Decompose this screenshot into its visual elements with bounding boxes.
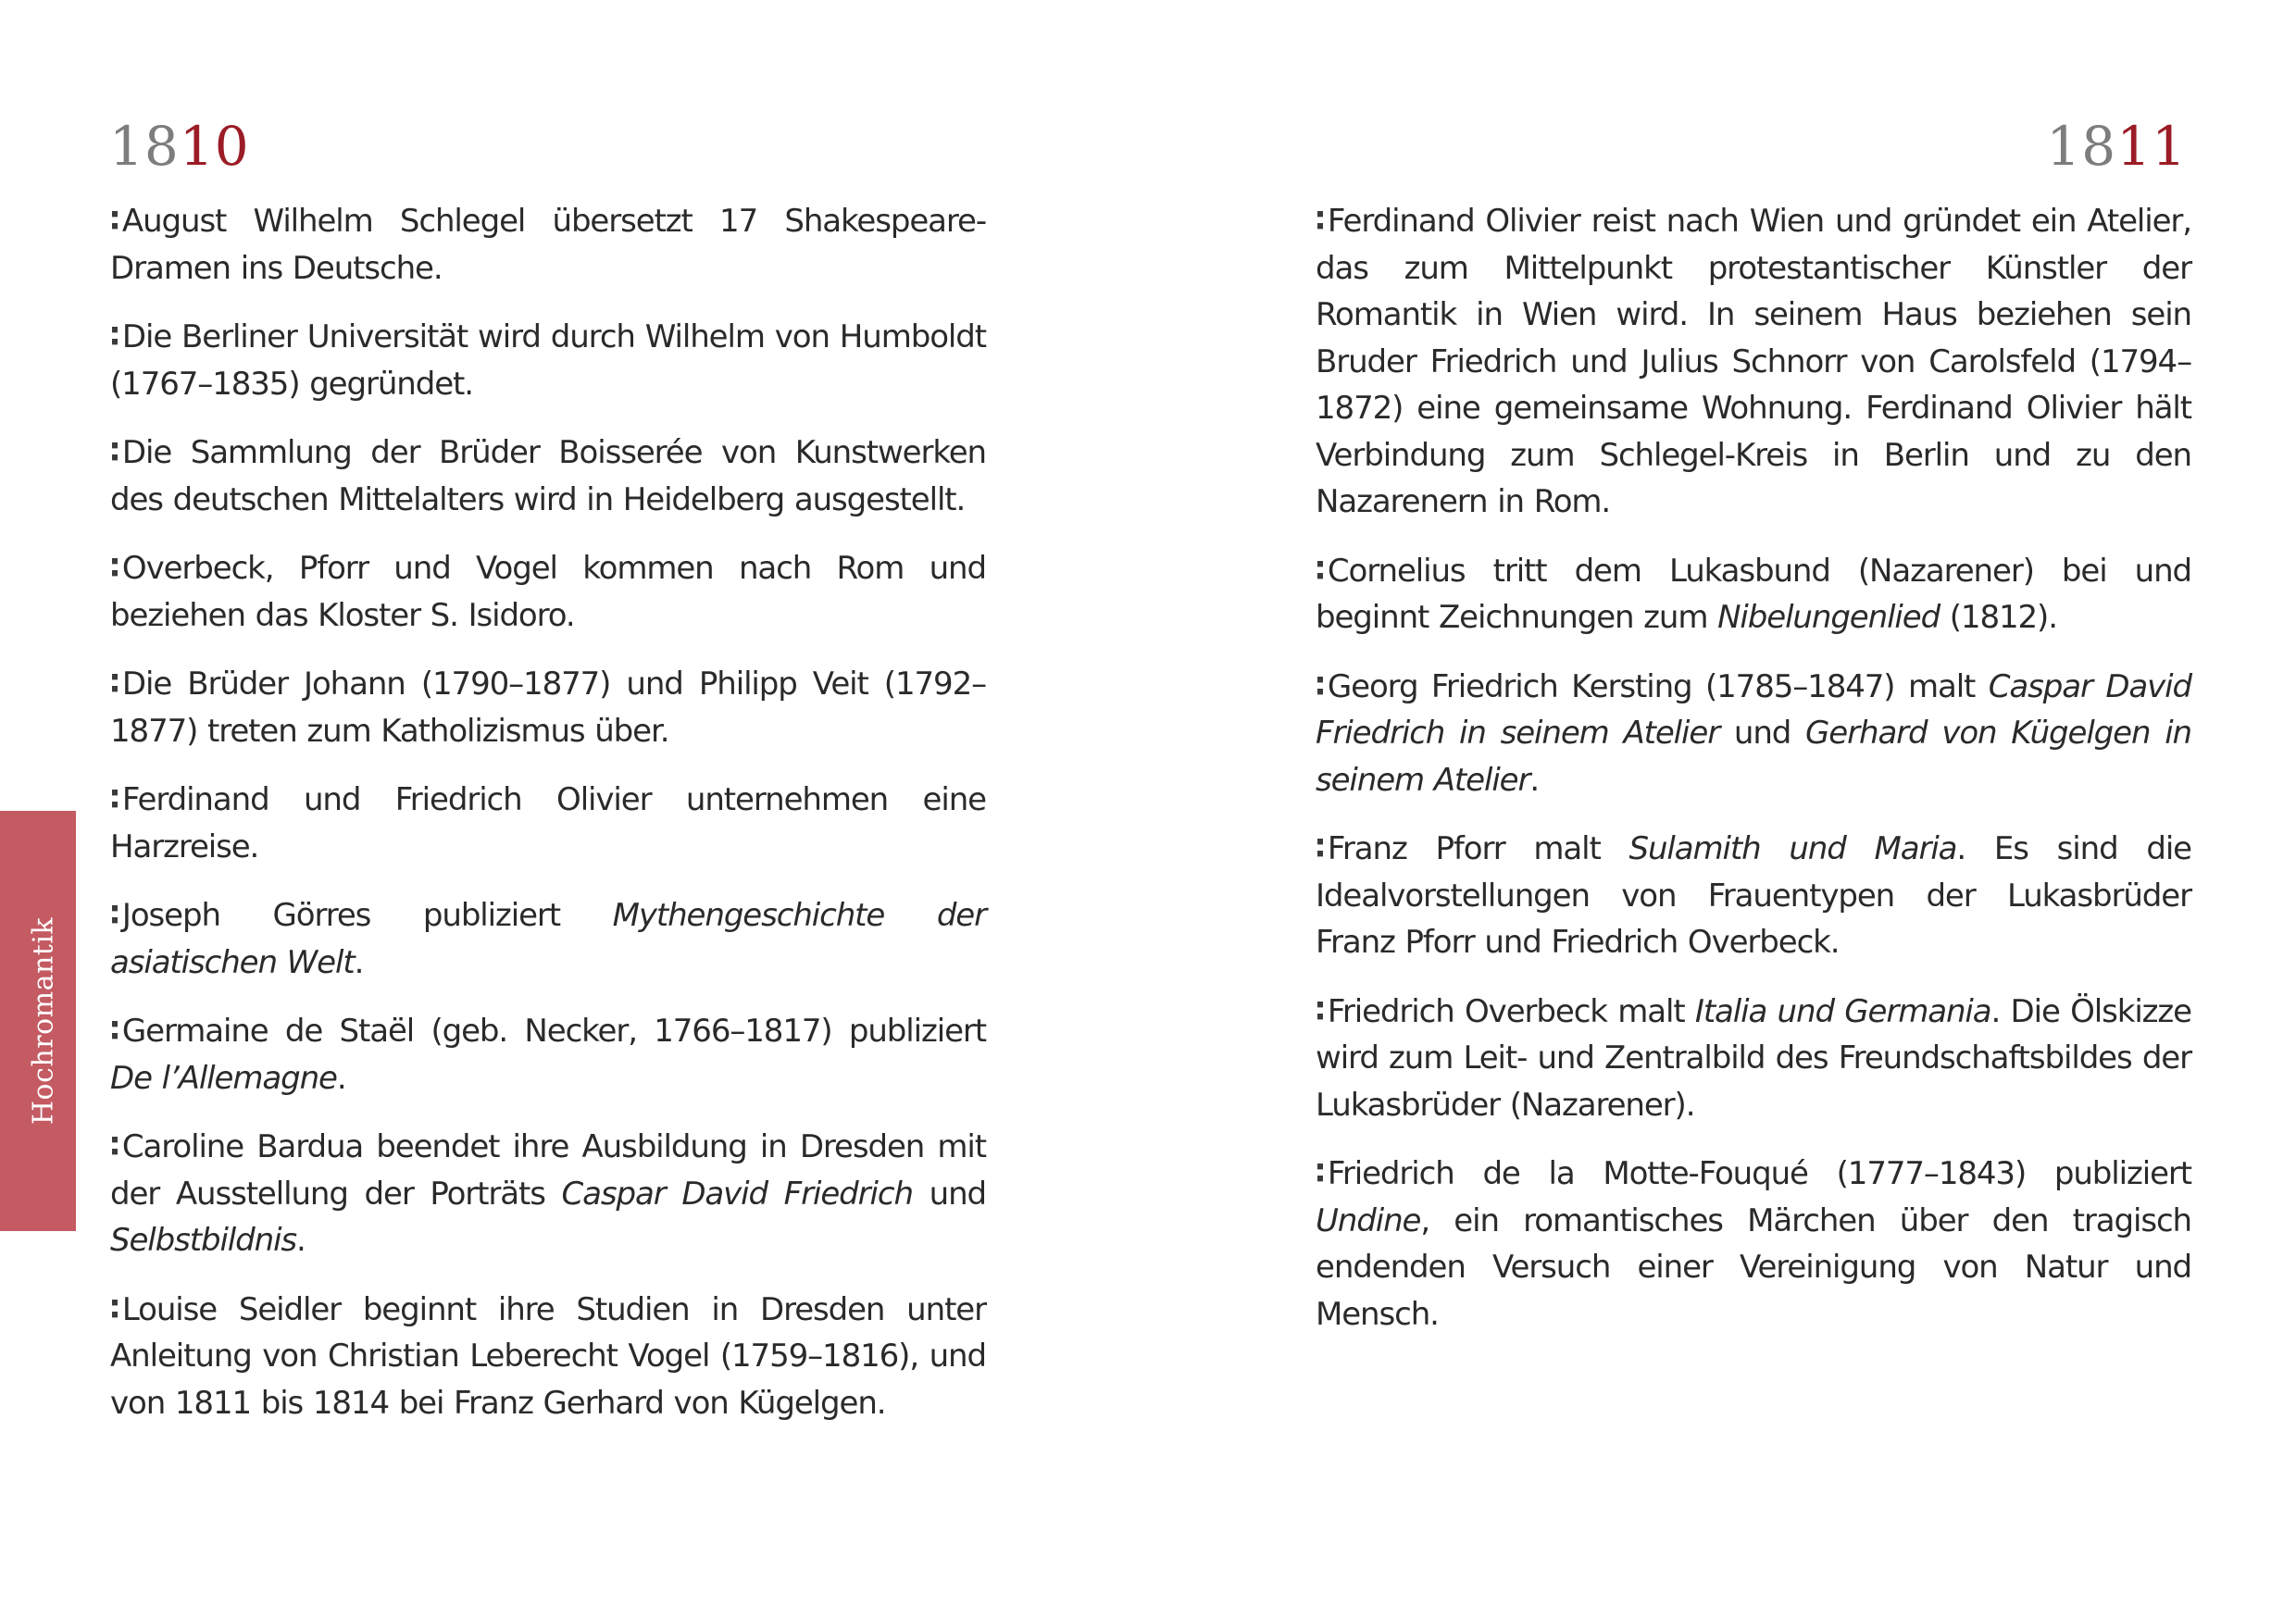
chronology-entry: ∶ Franz Pforr malt Sulamith und Maria. Es sind die Idealvorstellungen von Frauentypen der Lukasbrüder Franz Pforr und Friedrich Overbeck.	[1316, 826, 2191, 966]
work-title: Mythengeschichte der asiatischen Welt	[110, 897, 986, 981]
page-year-1810	[109, 109, 250, 183]
chronology-entry: ∶ Joseph Görres publiziert Mythengeschichte der asiatischen Welt.	[110, 892, 986, 986]
page-year-1811	[2046, 109, 2187, 183]
work-title: Sulamith und Maria	[1628, 830, 1957, 867]
work-title: Nibelungenlied	[1717, 599, 1940, 636]
work-title: De l’Allemagne	[110, 1059, 337, 1097]
work-title: Caspar David Friedrich in seinem Atelier	[1316, 667, 2191, 752]
right-column	[1316, 198, 2191, 1360]
work-title: Caspar David Friedrich	[561, 1175, 913, 1213]
left-column	[110, 198, 986, 1449]
chronology-entry: ∶ Friedrich de la Motte-Fouqué (1777–1843) publiziert Undine, ein romantisches Märchen über den tragisch endenden Versuch einer Vereinigung von Natur und Mensch.	[1316, 1151, 2191, 1338]
year-prefix: 18	[2046, 115, 2117, 178]
year-suffix: 11	[2116, 115, 2187, 178]
chronology-entry: ∶ Ferdinand Olivier reist nach Wien und gründet ein Atelier, das zum Mittelpunkt protestantischer Künstler der Romantik in Wien wird. In seinem Haus beziehen sein Bruder Friedrich und Julius Schnorr von Carolsfeld (1794–1872) eine gemeinsame Wohnung. Ferdinand Olivier hält Verbindung zum Schlegel-Kreis in Berlin und zu den Nazarenern in Rom.	[1316, 198, 2191, 526]
chronology-entry: ∶ Georg Friedrich Kersting (1785–1847) malt Caspar David Friedrich in seinem Atelier und Gerhard von Kügelgen in seinem Atelier.	[1316, 664, 2191, 804]
work-title: Italia und Germania	[1694, 992, 1991, 1030]
chronology-entry: ∶ Ferdinand und Friedrich Olivier unternehmen eine Harzreise.	[110, 777, 986, 870]
chronology-entry: ∶ Cornelius tritt dem Lukasbund (Nazarener) bei und beginnt Zeichnungen zum Nibelungenlied (1812).	[1316, 548, 2191, 641]
chronology-entry: ∶ Die Brüder Johann (1790–1877) und Philipp Veit (1792–1877) treten zum Katholizismus über.	[110, 661, 986, 754]
chronology-entry: ∶ Die Sammlung der Brüder Boisserée von Kunstwerken des deutschen Mittelalters wird in Heidelberg ausgestellt.	[110, 429, 986, 523]
chronology-entry: ∶ Louise Seidler beginnt ihre Studien in Dresden unter Anleitung von Christian Leberecht Vogel (1759–1816), und von 1811 bis 1814 bei Franz Gerhard von Kügelgen.	[110, 1287, 986, 1427]
chronology-entry: ∶ Caroline Bardua beendet ihre Ausbildung in Dresden mit der Ausstellung der Porträts Caspar David Friedrich und Selbstbildnis.	[110, 1124, 986, 1264]
work-title: Gerhard von Kügelgen in seinem Atelier	[1316, 715, 2191, 799]
work-title: Undine	[1316, 1201, 1421, 1239]
chronology-entry: ∶ Germaine de Staël (geb. Necker, 1766–1817) publiziert De l’Allemagne.	[110, 1008, 986, 1101]
chronology-entry: ∶ Die Berliner Universität wird durch Wilhelm von Humboldt (1767–1835) gegründet.	[110, 314, 986, 407]
chapter-tab-label: Hochromantik	[27, 916, 60, 1126]
work-title: Selbstbildnis	[110, 1222, 297, 1259]
year-suffix: 10	[179, 115, 250, 178]
chronology-entry: ∶ Overbeck, Pforr und Vogel kommen nach Rom und beziehen das Kloster S. Isidoro.	[110, 545, 986, 639]
chronology-entry: ∶ August Wilhelm Schlegel übersetzt 17 Shakespeare-Dramen ins Deutsche.	[110, 198, 986, 292]
year-prefix: 18	[109, 115, 180, 178]
chronology-entry: ∶ Friedrich Overbeck malt Italia und Germania. Die Ölskizze wird zum Leit- und Zentralbild des Freundschaftsbildes der Lukasbrüder (Nazarener).	[1316, 989, 2191, 1129]
